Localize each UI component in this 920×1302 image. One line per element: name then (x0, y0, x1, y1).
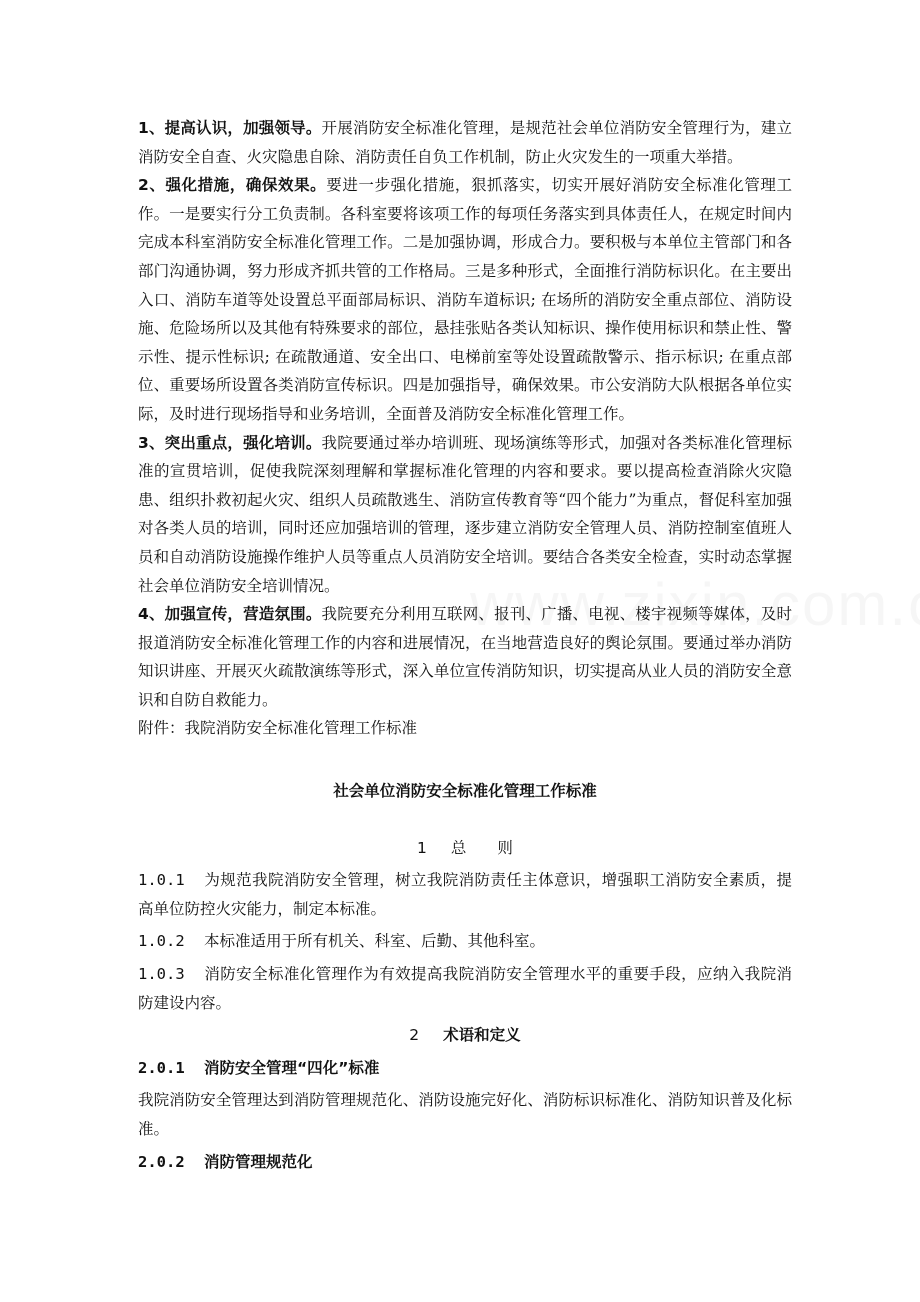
paragraph-text: 开展消防安全标准化管理，是规范社会单位消防安全管理行为，建立消防安全自查、火灾隐患自除、消防责任自负工作机制，防止火灾发生的一项重大举措。 (138, 119, 792, 166)
clause-2-0-1-text: 我院消防安全管理达到消防管理规范化、消防设施完好化、消防标识标准化、消防知识普及化标准。 (138, 1091, 792, 1138)
clause-number: 1.0.3 (138, 965, 185, 984)
clause-text: 本标准适用于所有机关、科室、后勤、其他科室。 (204, 932, 546, 951)
attachment-line: 附件：我院消防安全标准化管理工作标准 (138, 719, 418, 738)
clause-2-0-2-heading (138, 1148, 792, 1177)
clause-number: 2.0.2 (138, 1152, 185, 1171)
paragraph-heading: 1、提高认识，加强领导。 (138, 119, 322, 137)
paragraph-heading: 4、加强宣传，营造氛围。 (138, 605, 322, 624)
clause-number: 1.0.1 (138, 871, 185, 890)
clause-number: 2.0.1 (138, 1058, 185, 1077)
document-title: 社会单位消防安全标准化管理工作标准 (333, 782, 597, 801)
clause-1-0-3 (138, 960, 792, 1017)
clause-text: 消防安全标准化管理作为有效提高我院消防安全管理水平的重要手段，应纳入我院消防建设内容。 (138, 965, 792, 1012)
paragraph-text: 我院要通过举办培训班、现场演练等形式，加强对各类标准化管理标准的宣贯培训，促使我院深刻理解和掌握标准化管理的内容和要求。要以提高检查消除火灾隐患、组织扑救初起火灾、组织人员疏散逃生、消防宣传教育等“四个能力”为重点，督促科室加强对各类人员的培训，同时还应加强培训的管理，逐步建立消防安全管理人员、消防控制室值班人员和自动消防设施操作维护人员等重点人员消防安全培训。要结合各类安全检查，实时动态掌握社会单位消防安全培训情况。 (138, 433, 792, 595)
paragraph-3 (138, 429, 792, 601)
section-heading-2 (138, 1021, 792, 1050)
clause-title: 消防管理规范化 (204, 1152, 313, 1171)
paragraph-text: 我院要充分利用互联网、报刊、广播、电视、楼宇视频等媒体，及时报道消防安全标准化管理工作的内容和进展情况，在当地营造良好的舆论氛围。要通过举办消防知识讲座、开展灭火疏散演练等形式，深入单位宣传消防知识，切实提高从业人员的消防安全意识和自防自救能力。 (138, 605, 792, 709)
section-number: 1 (417, 838, 427, 857)
paragraph-1 (138, 114, 792, 171)
document-body (138, 114, 792, 1180)
paragraph-text: 要进一步强化措施，狠抓落实，切实开展好消防安全标准化管理工作。一是要实行分工负责制。各科室要将该项工作的每项任务落实到具体责任人，在规定时间内完成本科室消防安全标准化管理工作。二是加强协调，形成合力。要积极与本单位主管部门和各部门沟通协调，努力形成齐抓共管的工作格局。三是多种形式，全面推行消防标识化。在主要出入口、消防车道等处设置总平面部局标识、消防车道标识; 在场所的消防安全重点部位、消防设施、危险场所以及其他有特殊要求的部位，悬挂张贴各类认知标识、操作使用标识和禁止性、警示性、提示性标识; 在疏散通道、安全出口、电梯前室等处设置疏散警示、指示标识; 在重点部位、重要场所设置各类消防宣传标识。四是加强指导，确保效果。市公安消防大队根据各单位实际，及时进行现场指导和业务培训，全面普及消防安全标准化管理工作。 (138, 176, 792, 423)
clause-1-0-2 (138, 927, 792, 956)
clause-text: 为规范我院消防安全管理，树立我院消防责任主体意识，增强职工消防安全素质，提高单位防控火灾能力，制定本标准。 (138, 871, 792, 918)
clause-title: 消防安全管理“四化”标准 (204, 1058, 380, 1077)
section-heading-1 (138, 834, 792, 863)
paragraph-4 (138, 600, 792, 714)
paragraph-heading: 2、强化措施，确保效果。 (138, 176, 327, 195)
clause-2-0-1-heading (138, 1054, 792, 1083)
paragraph-heading: 3、突出重点，强化培训。 (138, 433, 322, 452)
clause-1-0-1 (138, 866, 792, 923)
section-number: 2 (409, 1026, 420, 1045)
section-title: 总 则 (450, 838, 513, 857)
section-title: 术语和定义 (443, 1026, 521, 1045)
paragraph-2 (138, 171, 792, 428)
clause-number: 1.0.2 (138, 932, 185, 951)
